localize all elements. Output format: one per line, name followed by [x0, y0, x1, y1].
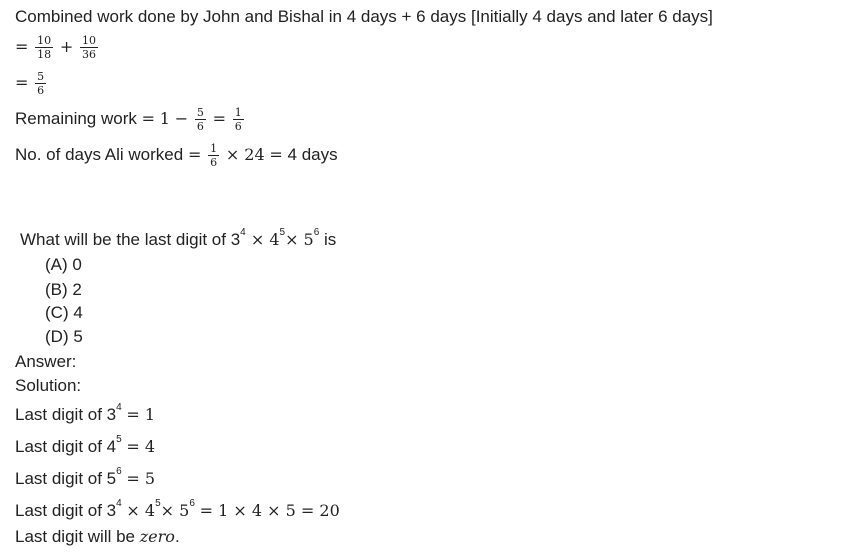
numerator: 5	[37, 70, 45, 83]
step-text: Last digit of 3	[15, 405, 117, 424]
fraction-sum-line	[15, 34, 100, 61]
conclusion-period: .	[174, 527, 180, 546]
step-text: Last digit of 5	[15, 469, 117, 488]
numerator: 1	[234, 106, 242, 119]
exponent: 5	[279, 227, 286, 239]
exponent: 5	[116, 434, 122, 446]
times-expression: × 24	[225, 144, 265, 164]
step-result: = 1	[126, 405, 156, 424]
times-term: × 4	[126, 501, 156, 520]
one-value: 1	[159, 108, 170, 128]
option-a: (A) 0	[45, 255, 82, 274]
minus-sign: −	[174, 108, 189, 128]
fraction	[195, 106, 206, 133]
conclusion-text: Last digit will be	[15, 527, 136, 546]
denominator: 6	[196, 120, 204, 133]
equals-sign: =	[187, 144, 202, 164]
equals-sign: =	[141, 108, 156, 128]
option-d: (D) 5	[45, 327, 83, 346]
days-worked-line	[15, 142, 338, 169]
fraction	[35, 70, 46, 97]
combined-step	[15, 498, 340, 521]
fraction	[233, 106, 244, 133]
numerator: 5	[196, 106, 204, 119]
solution-step	[15, 434, 156, 457]
exponent: 6	[116, 466, 122, 478]
fraction	[208, 142, 219, 169]
solution-step	[15, 466, 156, 489]
exponent: 6	[189, 498, 195, 510]
equals-sign: =	[212, 108, 226, 128]
numerator: 1	[210, 142, 218, 155]
step-result: = 1 × 4 × 5 = 20	[199, 501, 340, 520]
denominator: 6	[210, 156, 218, 169]
option-c: (C) 4	[45, 303, 83, 322]
exponent: 6	[313, 227, 320, 239]
conclusion-word: zero	[139, 527, 175, 546]
option-b: (B) 2	[45, 280, 82, 299]
exponent: 4	[240, 227, 246, 239]
equals-sign: =	[269, 144, 283, 164]
equals-sign: =	[15, 72, 29, 92]
question-text	[20, 227, 337, 250]
denominator: 6	[234, 120, 242, 133]
step-text: Last digit of 4	[15, 437, 117, 456]
equals-sign: =	[15, 36, 29, 56]
question-suffix: is	[319, 230, 337, 249]
remaining-work-line	[15, 106, 246, 133]
days-result: 4 days	[287, 144, 338, 164]
times-term: × 5	[160, 501, 190, 520]
step-result: = 4	[126, 437, 156, 456]
denominator: 18	[37, 48, 52, 61]
numerator: 10	[82, 34, 97, 47]
step-text: Last digit of 3	[15, 501, 117, 520]
denominator: 36	[82, 48, 97, 61]
statement-line: Combined work done by John and Bishal in 4 days + 6 days [Initially 4 days and later 6 days]	[15, 7, 713, 26]
denominator: 6	[37, 84, 45, 97]
plus-sign: +	[59, 36, 74, 56]
question-prefix: What will be the last digit of 3	[20, 230, 241, 249]
exponent: 5	[155, 498, 161, 510]
exponent: 4	[116, 402, 122, 414]
solution-label: Solution:	[15, 376, 82, 395]
conclusion-line	[15, 527, 180, 547]
fraction	[80, 34, 98, 61]
solution-step	[15, 402, 156, 425]
remaining-work-label: Remaining work	[15, 108, 137, 128]
days-worked-label: No. of days Ali worked	[15, 144, 184, 164]
times-term: × 5	[285, 230, 314, 249]
fraction-result-line	[15, 70, 48, 97]
step-result: = 5	[126, 469, 156, 488]
times-term: × 4	[245, 230, 280, 249]
exponent: 4	[116, 498, 122, 510]
answer-label: Answer:	[15, 352, 77, 371]
numerator: 10	[37, 34, 52, 47]
fraction	[35, 34, 53, 61]
